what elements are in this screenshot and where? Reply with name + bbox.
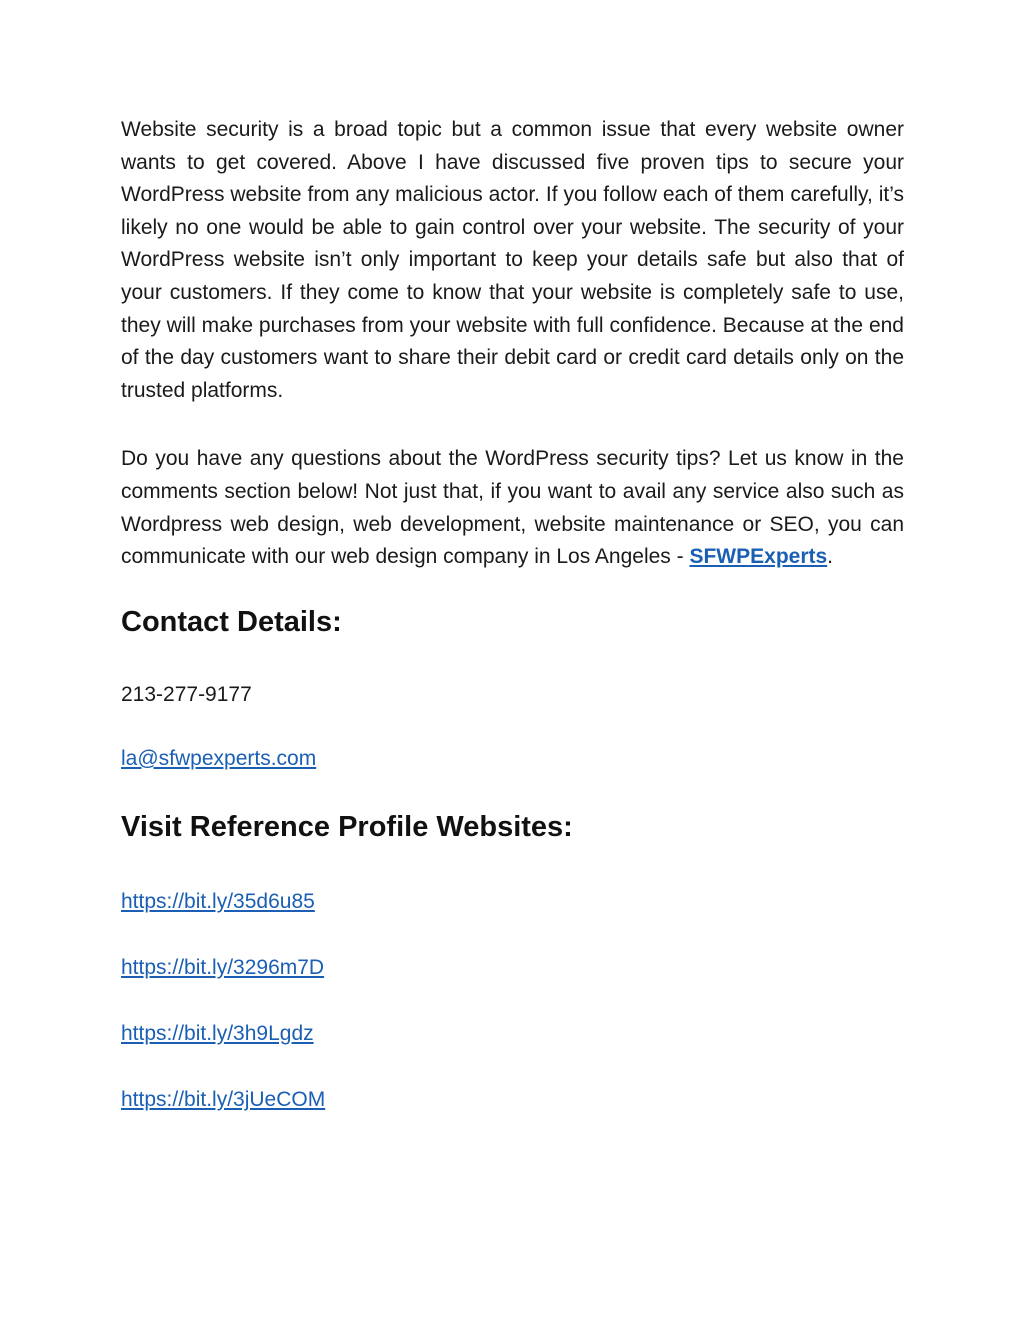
questions-paragraph-end: . [827,545,834,569]
list-item [121,1088,904,1112]
contact-details-heading: Contact Details: [121,605,342,638]
questions-paragraph-text: Do you have any questions about the WordPress security tips? Let us know in the comments section below! Not just that, if you want to avail any service also such as Wordpress web design, web development, website maintenance or SEO, you can communicate with our web design company in Los Angeles - [121,447,904,569]
list-item [121,1022,904,1046]
reference-link-3[interactable]: https://bit.ly/3h9Lgdz [121,1021,314,1045]
intro-paragraph: Website security is a broad topic but a common issue that every website owner wants to get covered. Above I have discussed five proven tips to secure your WordPress website from any malicious actor. If you follow each of them carefully, it’s likely no one would be able to gain control over your website. The security of your WordPress website isn’t only important to keep your details safe but also that of your customers. If they come to know that your website is completely safe to use, they will make purchases from your website with full confidence. Because at the end of the day customers want to share their debit card or credit card details only on the trusted platforms. [121,118,904,402]
reference-link-2[interactable]: https://bit.ly/3296m7D [121,955,325,979]
list-item [121,956,904,980]
email-link[interactable]: la@sfwpexperts.com [121,746,317,770]
reference-websites-heading: Visit Reference Profile Websites: [121,810,573,843]
phone-number: 213-277-9177 [121,682,252,706]
document-page [121,114,904,1112]
email-paragraph [121,747,904,771]
questions-paragraph [121,443,904,573]
reference-link-4[interactable]: https://bit.ly/3jUeCOM [121,1087,326,1111]
list-item [121,890,904,914]
sfwpexperts-link[interactable]: SFWPExperts [689,545,828,569]
reference-link-1[interactable]: https://bit.ly/35d6u85 [121,889,315,913]
reference-links-list [121,890,904,1112]
